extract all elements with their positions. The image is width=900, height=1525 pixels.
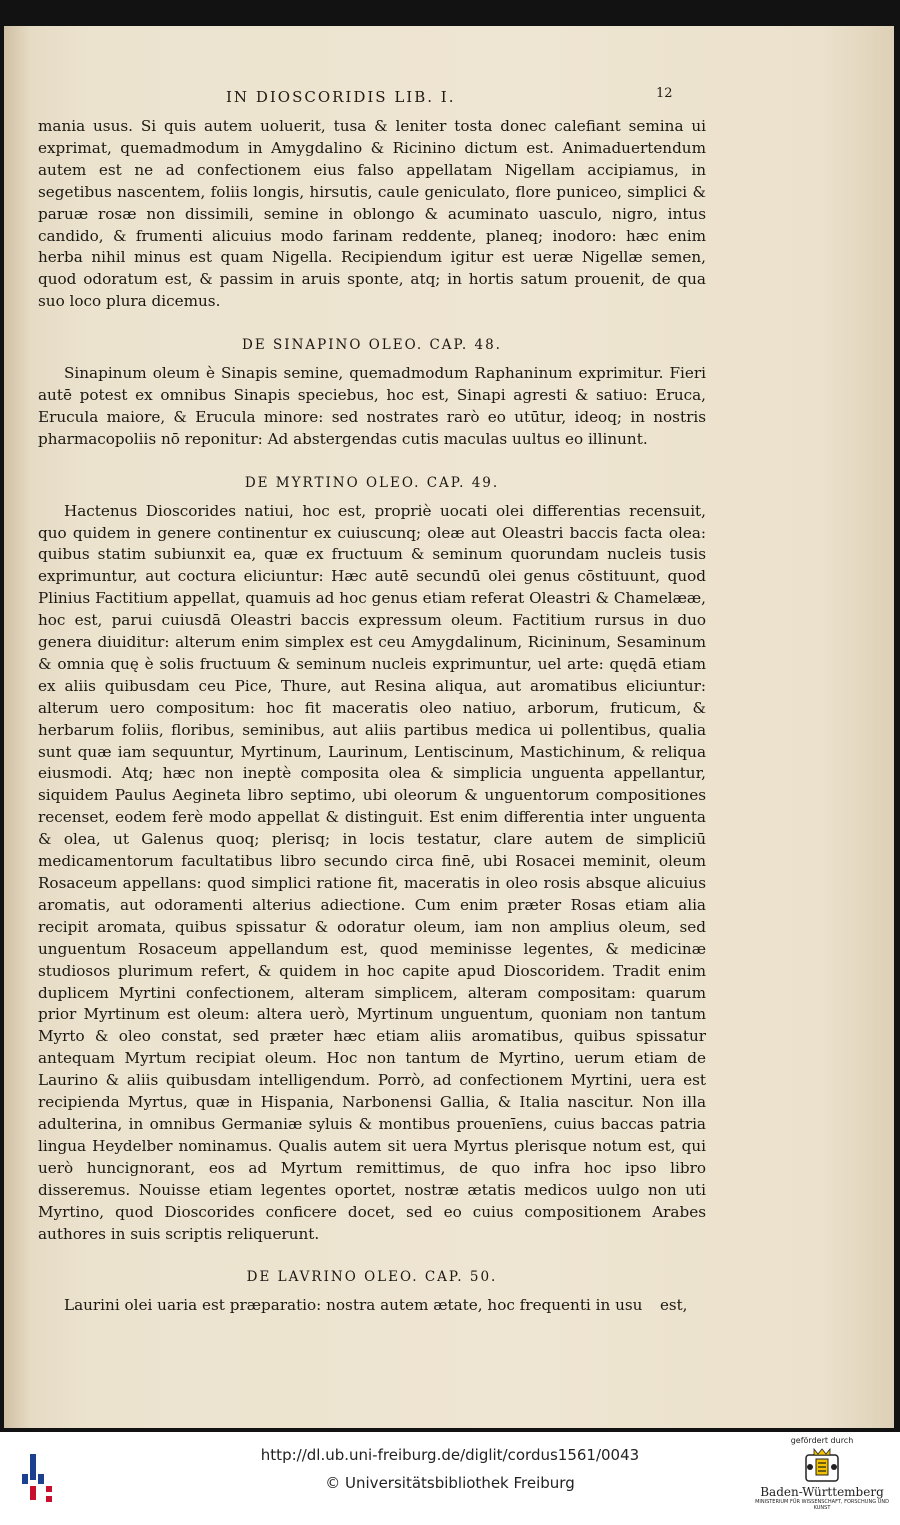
- chapter-heading-48: DE SINAPINO OLEO. CAP. 48.: [242, 337, 502, 354]
- catchword: est,: [660, 1296, 688, 1314]
- chapter-heading-49: DE MYRTINO OLEO. CAP. 49.: [244, 474, 500, 491]
- sponsor-ministry: MINISTERIUM FÜR WISSENSCHAFT, FORSCHUNG UND KUNST: [755, 1499, 889, 1511]
- document-url[interactable]: http://dl.ub.uni-freiburg.de/diglit/cordus1561/0043: [260, 1446, 640, 1464]
- book-page: [4, 26, 894, 1428]
- state-crest-icon: [802, 1447, 842, 1485]
- chapter-heading-50: DE LAVRINO OLEO. CAP. 50.: [246, 1269, 498, 1286]
- sponsor-logo: [752, 1434, 892, 1522]
- sponsor-name: Baden-Württemberg: [760, 1485, 884, 1499]
- paragraph: Laurini olei uaria est præparatio: nostra autem ætate, hoc frequenti in usu: [64, 1296, 643, 1315]
- page-number: 12: [656, 86, 673, 101]
- paragraph: mania usus. Si quis autem uoluerit, tusa & leniter tosta donec calefiant semina ui exprimat, quemadmodum in Amygdalino & Ricinino dictum est. Animaduertendum autem est ne ad confectionem eius falso appellatam Nigellam accipiamus, in segetibus nascentem, foliis longis, hirsutis, caule geniculato, flore puniceo, simplici & paruæ rosæ non dissimili, semine in oblongo & acuminato uasculo, nigro, intus candido, & frumenti alicuius modo farinam reddente, planeq; inodoro: hæc enim herba nihil minus est quam Nigella. Recipiendum igitur est ueræ Nigellæ semen, quod odoratum est, & passim in aruis sponte, atq; in hortis satum prouenit, de qua suo loco plura dicemus.: [38, 117, 706, 311]
- sponsor-caption: gefördert durch: [790, 1436, 854, 1445]
- paragraph: Sinapinum oleum è Sinapis semine, quemadmodum Raphaninum exprimitur. Fieri autē potest ex omnibus Sinapis speciebus, hoc est, Sinapi agresti & satiuo: Eruca, Erucula maiore, & Erucula minore: sed nostrates rarò eo utūtur, ideoq; in nostris pharmacopoliis nō reponitur: Ad abstergendas cutis maculas uultus eo illinunt.: [38, 364, 706, 448]
- running-head: [4, 88, 894, 112]
- paragraph: Hactenus Dioscorides natiui, hoc est, propriè uocati olei differentias recensuit, quo quidem in genere continentur ex cuiuscunq; oleæ aut Oleastri baccis facta olea: quibus statim subiunxit ea, quæ ex fructuum & seminum quorundam nucleis tusis exprimuntur, aut coctura eliciuntur: Hæc autē secundū olei genus cōstituunt, quod Plinius Factitium appellat, quamuis ad hoc genus etiam referat Oleastri & Chamelææ, hoc est, parui cuiusdā Oleastri baccis expressum oleum. Factitium rursus in duo genera diuiditur: alterum enim simplex est ceu Amygdalinum, Ricininum, Sesaminum & omnia quę è solis fructuum & seminum nucleis exprimuntur, uel arte: quędā etiam ex aliis quibusdam ceu Pice, Thure, aut Resina aliqua, aut aromatibus eliciuntur: alterum uero compositum: hoc fit maceratis oleo natiuo, arborum, fruticum, & herbarum foliis, floribus, seminibus, aut aliis partibus medica ui pollentibus, qualia sunt quæ iam sequuntur, Myrtinum, Laurinum, Lentiscinum, Mastichinum, & reliqua eiusmodi. Atq; hæc non ineptè composita olea & simplicia unguenta appellantur, siquidem Paulus Aegineta libro septimo, ubi oleorum & unguentorum compositiones recenset, eodem ferè modo appellat & distinguit. Est enim differentia inter unguenta & olea, ut Galenus quoq; plerisq; in locis testatur, clare autem de simpliciū medicamentorum facultatibus libro secundo circa finē, ubi Rosacei meminit, oleum Rosaceum appellans: quod simplici ratione fit, maceratis in oleo rosis absque alicuius aromatis, aut odoramenti alterius adiectione. Cum enim præter Rosas etiam alia recipit aromata, quibus spissatur & odoratur oleum, iam non amplius oleum, sed unguentum Rosaceum appellandum est, quod meminisse legentes, & medicinæ studiosos plurimum refert, & quidem in hoc capite apud Dioscoridem. Tradit enim duplicem Myrtini confectionem, alteram simplicem, alteram compositam: quarum prior Myrtinum est oleum: altera uerò, Myrtinum unguentum, quoniam non tantum Myrto & oleo constat, sed præter hæc etiam aliis aromatibus, quibus spissatur antequam Myrtum recipiat oleum. Hoc non tantum de Myrtino, uerum etiam de Laurino & aliis quibusdam intelligendum. Porrò, ad confectionem Myrtini, uera est recipienda Myrtus, quæ in Hispania, Narbonensi Gallia, & Italia nascitur. Non illa adulterina, in omnibus Germaniæ syluis & montibus prouenīens, cuius baccas patria lingua Heydelber nominamus. Qualis autem sit uera Myrtus plerisque notum est, qui uerò huncignorant, eos ad Myrtum remittimus, de quo infra hoc ipso libro disseremus. Nouisse etiam legentes oportet, nostræ ætatis medicos uulgo non uti Myrtino, quod Dioscorides conficere docet, sed eo cuius compositionem Arabes authores in suis scriptis reliquerunt.: [38, 501, 706, 1243]
- body-text: [38, 116, 706, 1317]
- copyright-notice: © Universitätsbibliothek Freiburg: [325, 1474, 575, 1492]
- viewer-footer: [0, 1432, 900, 1525]
- running-head-title: IN DIOSCORIDIS LIB. I.: [226, 88, 456, 106]
